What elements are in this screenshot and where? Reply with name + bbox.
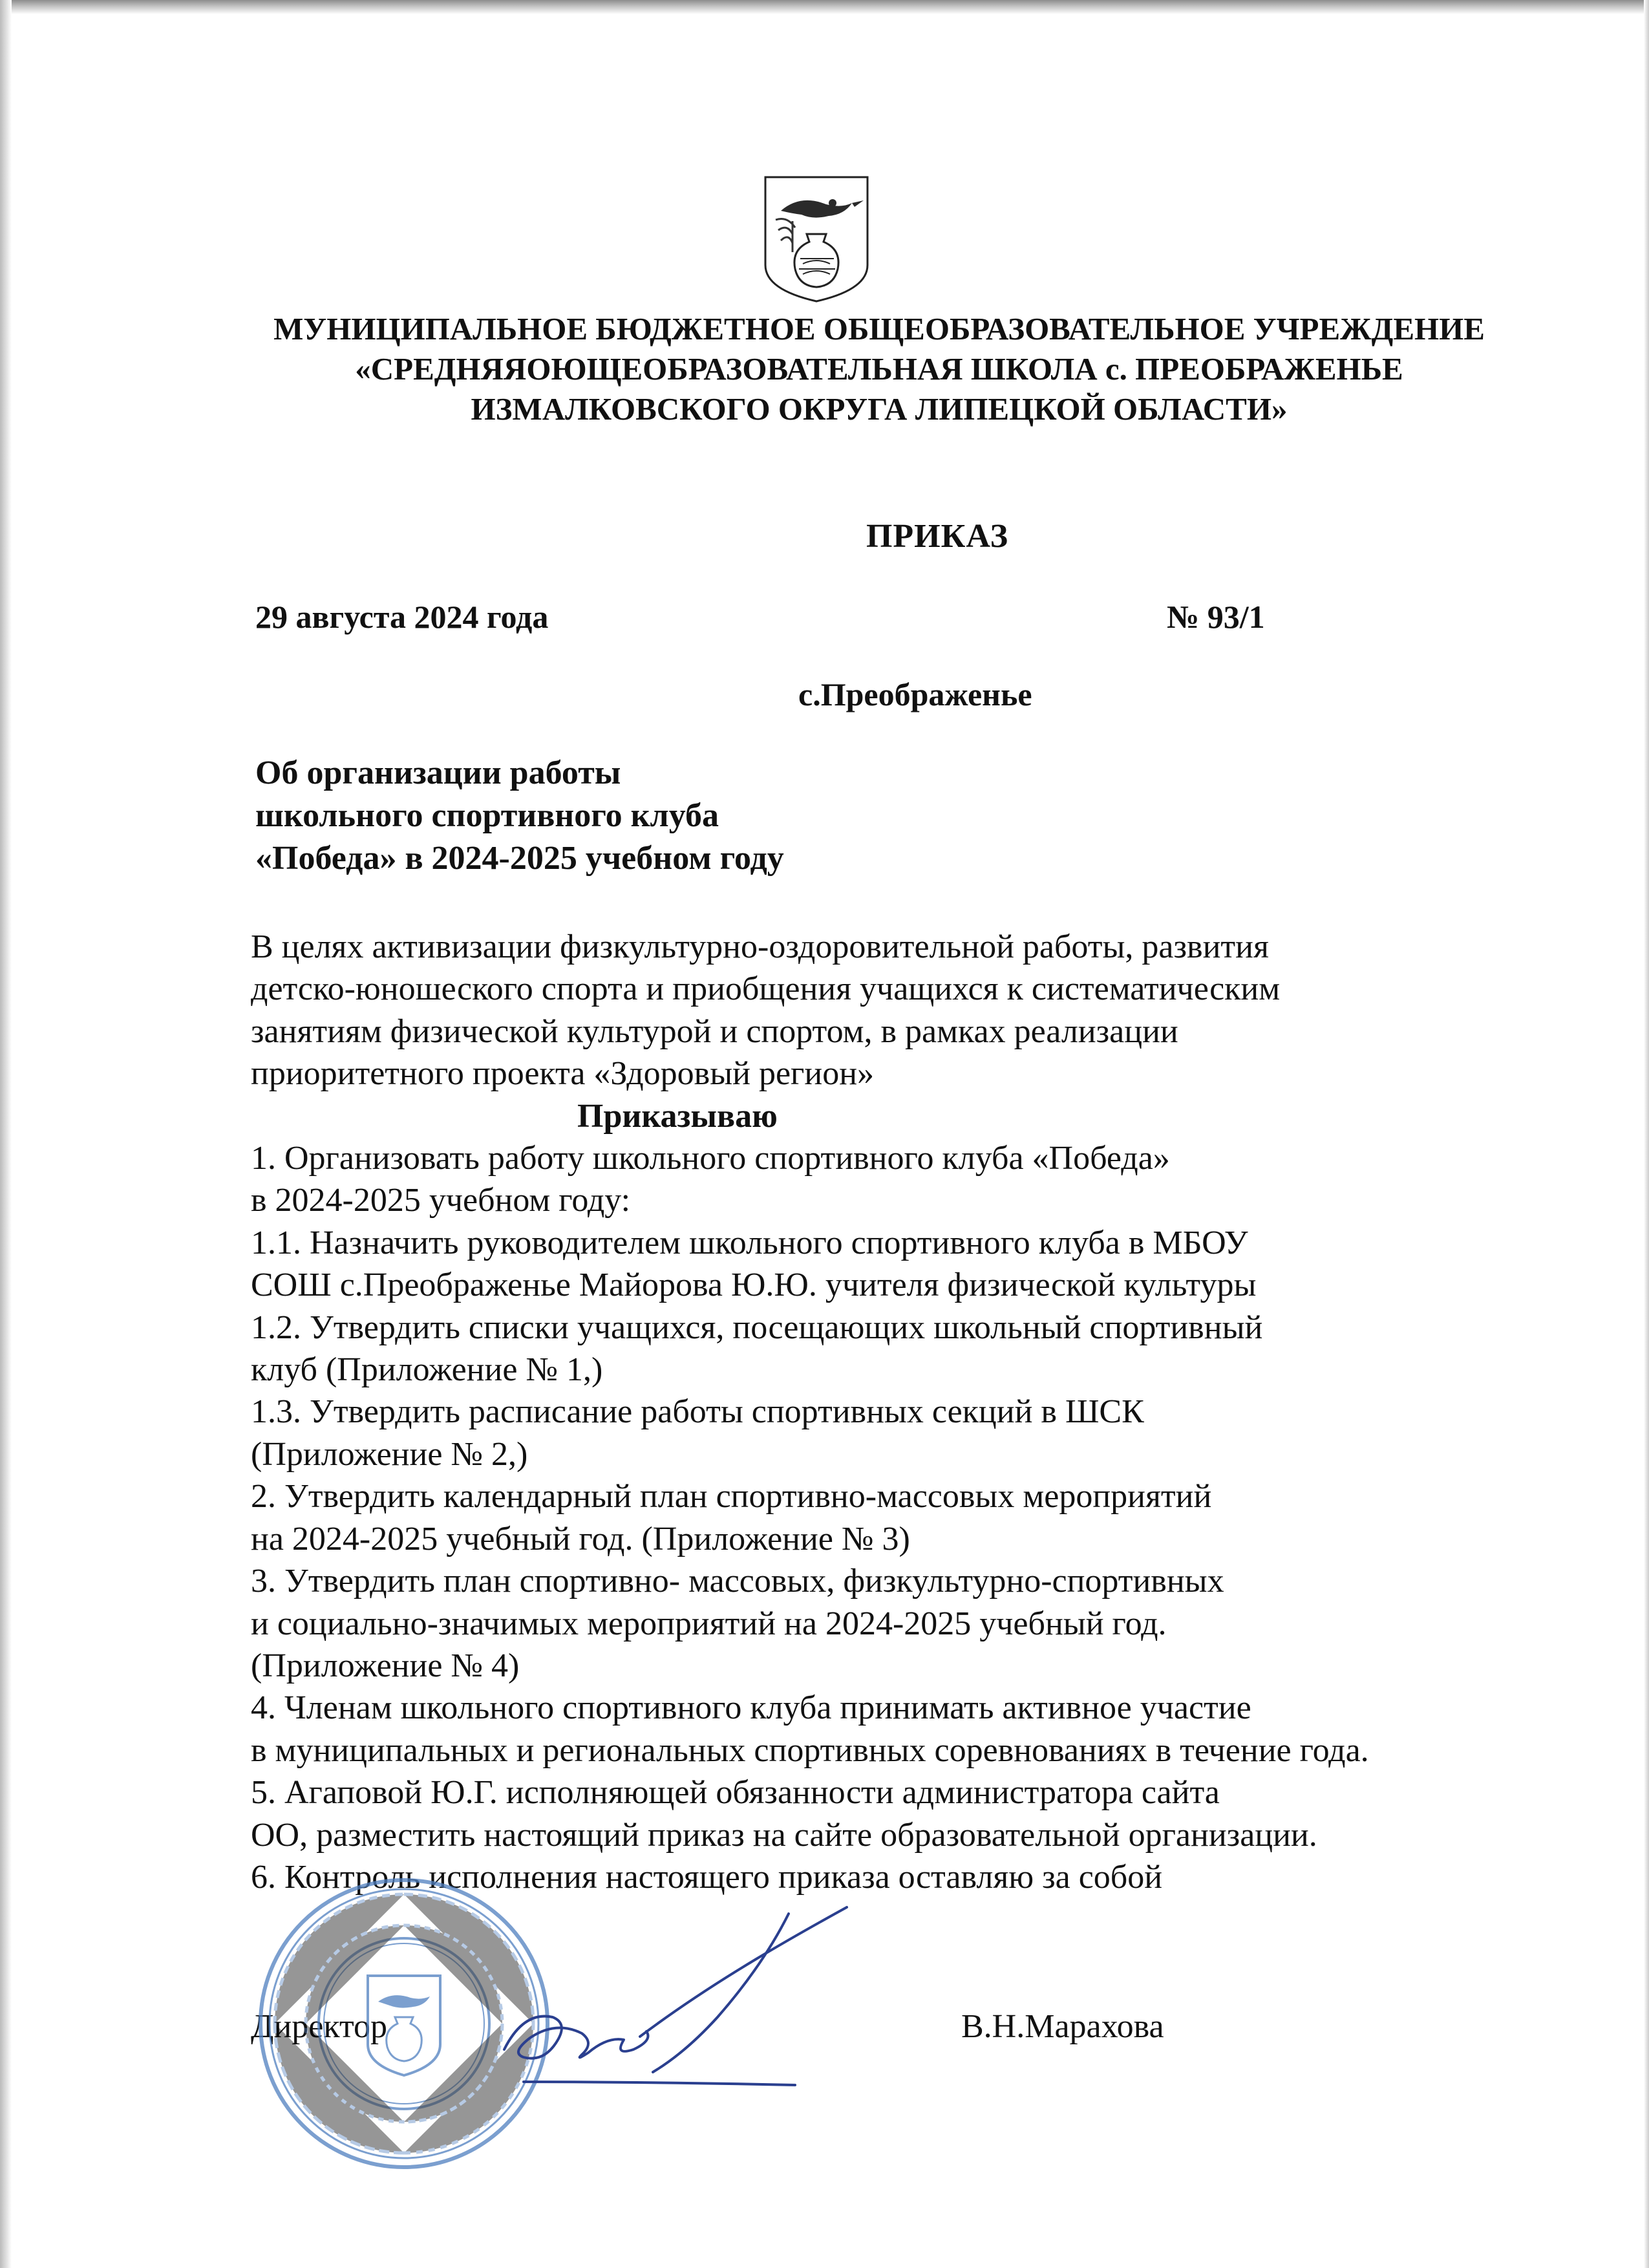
- header-line-2: «СРЕДНЯЯОЮЩЕОБРАЗОВАТЕЛЬНАЯ ШКОЛА с. ПРЕОБРАЖЕНЬЕ: [355, 351, 1403, 387]
- preamble-line: приоритетного проекта «Здоровый регион»: [251, 1055, 875, 1093]
- item-line: 3. Утвердить план спортивно- массовых, физкультурно-спортивных: [251, 1563, 1224, 1600]
- preamble-line: В целях активизации физкультурно-оздоровительной работы, развития: [251, 928, 1269, 965]
- item-line: ОО, разместить настоящий приказ на сайте образовательной организации.: [251, 1816, 1317, 1854]
- institution-header: [194, 309, 1564, 429]
- header-line-1: МУНИЦИПАЛЬНОЕ БЮДЖЕТНОЕ ОБЩЕОБРАЗОВАТЕЛЬНОЕ УЧРЕЖДЕНИЕ: [273, 311, 1485, 347]
- item-line: (Приложение № 2,): [251, 1435, 528, 1473]
- preamble-line: занятиям физической культурой и спортом, в рамках реализации: [251, 1012, 1178, 1050]
- subject-line: школьного спортивного клуба: [255, 797, 719, 834]
- item-line: на 2024-2025 учебный год. (Приложение № 3): [251, 1520, 910, 1557]
- item-line: 1. Организовать работу школьного спортивного клуба «Победа»: [251, 1140, 1170, 1177]
- item-line: и социально-значимых мероприятий на 2024-2025 учебный год.: [251, 1605, 1167, 1642]
- item-line: в 2024-2025 учебном году:: [251, 1182, 631, 1219]
- item-line: 5. Агаповой Ю.Г. исполняющей обязанности администратора сайта: [251, 1774, 1220, 1812]
- subject-line: Об организации работы: [255, 754, 621, 791]
- coat-of-arms-icon: [761, 175, 871, 304]
- director-label: Директор: [251, 2008, 387, 2045]
- item-line: 4. Членам школьного спортивного клуба принимать активное участие: [251, 1689, 1251, 1727]
- item-line: 1.2. Утвердить списки учащихся, посещающих школьный спортивный: [251, 1309, 1263, 1346]
- order-place: с.Преображенье: [798, 676, 1032, 712]
- director-name: В.Н.Марахова: [961, 2008, 1164, 2045]
- item-line: в муниципальных и региональных спортивных соревнованиях в течение года.: [251, 1731, 1369, 1769]
- item-line: 1.1. Назначить руководителем школьного спортивного клуба в МБОУ: [251, 1224, 1248, 1261]
- item-line: (Приложение № 4): [251, 1647, 520, 1684]
- header-line-3: ИЗМАЛКОВСКОГО ОКРУГА ЛИПЕЦКОЙ ОБЛАСТИ»: [471, 391, 1288, 427]
- preamble-line: детско-юношеского спорта и приобщения учащихся к систематическим: [251, 970, 1281, 1008]
- scan-border-top: [0, 0, 1649, 14]
- scan-border-left: [0, 0, 12, 2268]
- item-line: клуб (Приложение № 1,): [251, 1351, 603, 1389]
- item-line: 2. Утвердить календарный план спортивно-массовых мероприятий: [251, 1478, 1212, 1515]
- item-line: 6. Контроль исполнения настоящего приказа оставляю за собой: [251, 1858, 1163, 1896]
- order-subject: [255, 752, 784, 880]
- subject-line: «Победа» в 2024-2025 учебном году: [255, 840, 784, 877]
- item-line: 1.3. Утвердить расписание работы спортивных секций в ШСК: [251, 1393, 1144, 1431]
- order-body: [251, 926, 1621, 1898]
- order-number: № 93/1: [1167, 599, 1265, 635]
- item-line: СОШ с.Преображенье Майорова Ю.Ю. учителя физической культуры: [251, 1267, 1257, 1304]
- order-word: Приказываю: [577, 1097, 778, 1135]
- order-date: 29 августа 2024 года: [255, 599, 549, 635]
- document-title: ПРИКАЗ: [866, 518, 1009, 555]
- handwritten-signature: [485, 1888, 886, 2134]
- scan-border-right: [1644, 0, 1649, 2268]
